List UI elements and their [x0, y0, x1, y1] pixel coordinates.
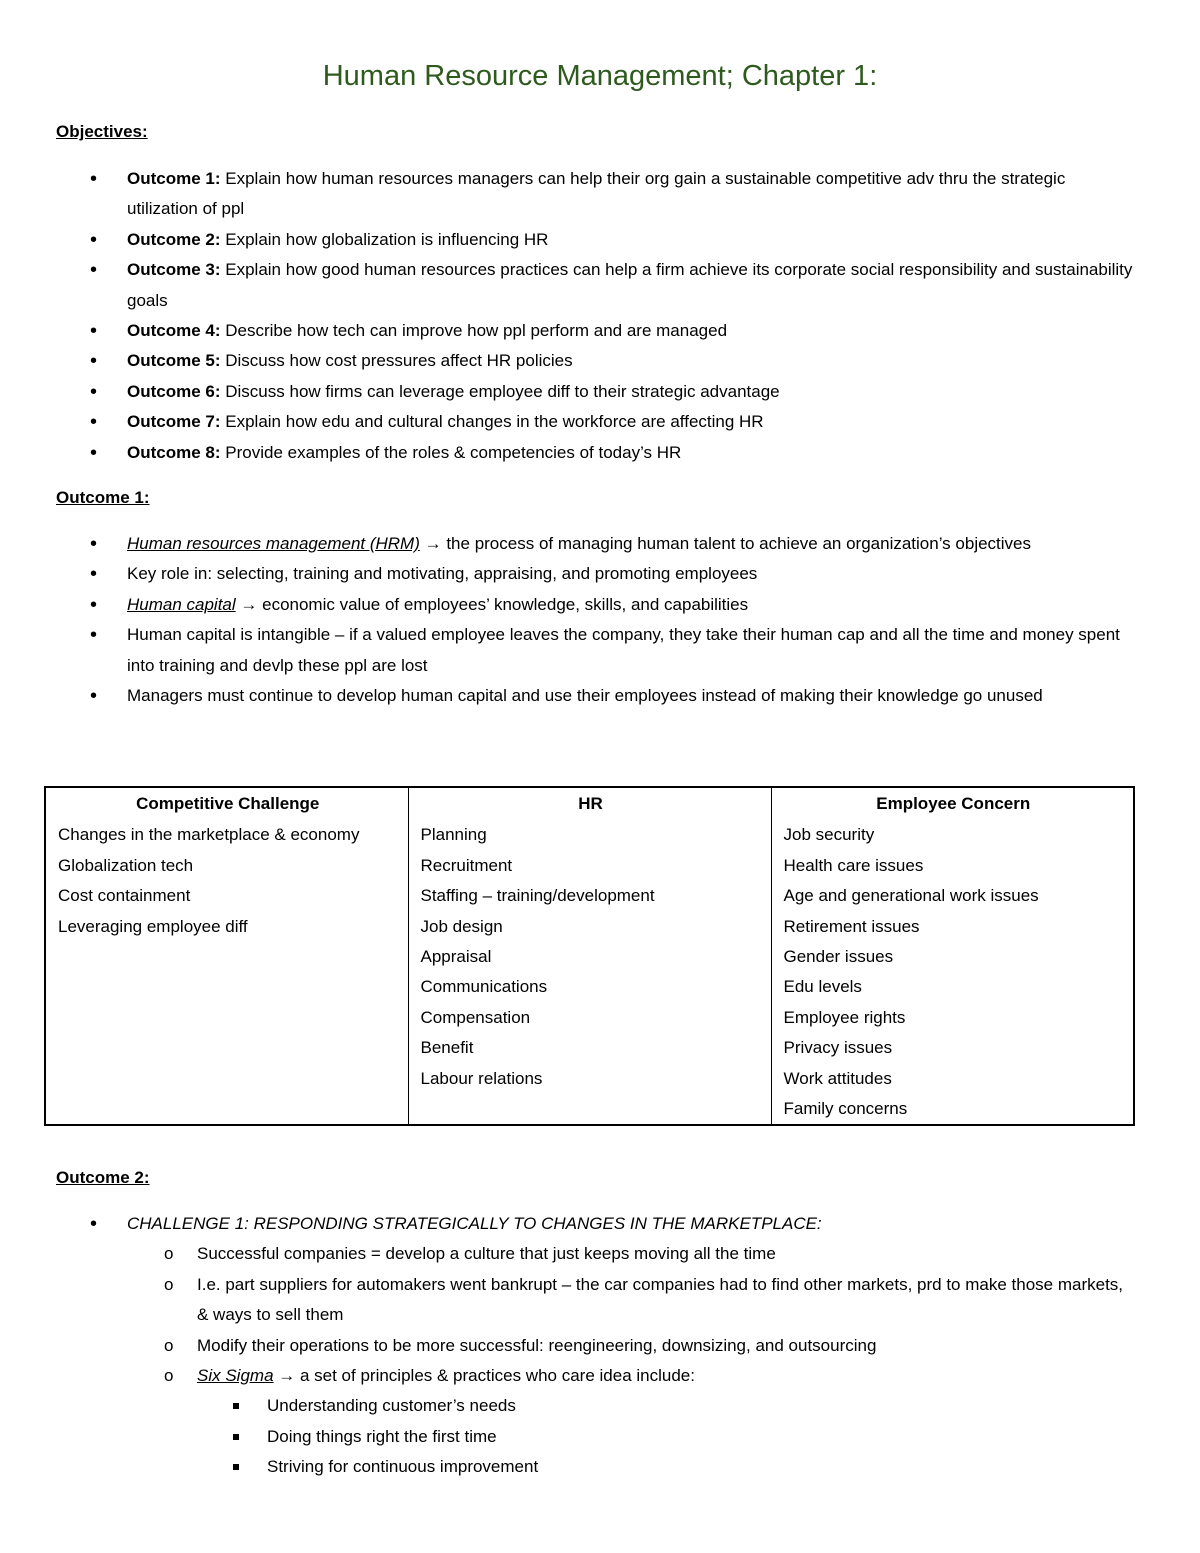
list-item: • Managers must continue to develop human capital and use their employees instead of making their knowledge go unused: [127, 681, 1137, 711]
cell-item: Planning: [420, 825, 487, 845]
cell-item: Employee rights: [783, 1007, 906, 1027]
outcome1-heading: Outcome 1:: [56, 488, 150, 507]
cell-item: Globalization tech: [58, 855, 194, 875]
cell-item: Labour relations: [420, 1068, 543, 1088]
cell-item: Age and generational work issues: [783, 886, 1039, 906]
list-item: • Human resources management (HRM) → the process of managing human talent to achieve an organization’s objectives: [127, 529, 1137, 559]
cell-item: Staffing – training/development: [420, 886, 655, 906]
sublist-item: o Six Sigma → a set of principles & practices who care idea include: Understanding customer’s needs Doing things right the first time Striving for continuous improvement: [197, 1361, 1137, 1483]
sublist-item: Striving for continuous improvement: [267, 1452, 1137, 1482]
list-item: • Outcome 6: Discuss how firms can leverage employee diff to their strategic advantage: [127, 377, 1137, 407]
cell-item: Appraisal: [420, 947, 492, 967]
list-item: • Human capital is intangible – if a valued employee leaves the company, they take their human cap and all the time and money spent into training and devlp these ppl are lost: [127, 620, 1137, 681]
sublist-item: Doing things right the first time: [267, 1422, 1137, 1452]
list-item: • Human capital → economic value of employees’ knowledge, skills, and capabilities: [127, 590, 1137, 620]
table-header-row: [45, 787, 1134, 819]
list-item: • Outcome 1: Explain how human resources managers can help their org gain a sustainable competitive adv thru the strategic utilization of ppl: [127, 164, 1137, 225]
objectives-heading: Objectives:: [56, 122, 148, 141]
list-item: • CHALLENGE 1: RESPONDING STRATEGICALLY TO CHANGES IN THE MARKETPLACE: o Successful companies = develop a culture that just keeps moving all the time o I.e. part suppliers for automakers went bankrupt – the car companies had to find other markets, prd to make those markets, & ways to sell them o Modify their operations to be more successful: reengineering, downsizing, and outsourcing o Six Sigma → a set of principles & practices who care idea include: Understanding customer’s needs Doing things right the first time Striving for continuous improvement: [127, 1209, 1137, 1483]
table-header: HR: [408, 787, 771, 819]
list-item: • Outcome 4: Describe how tech can improve how ppl perform and are managed: [127, 316, 1137, 346]
cell-item: Communications: [420, 977, 548, 997]
cell-item: Retirement issues: [783, 916, 920, 936]
cell-item: Recruitment: [420, 855, 513, 875]
cell-item: Changes in the marketplace & economy: [58, 825, 360, 845]
challenge-sublist: [127, 1239, 1137, 1482]
cell-item: Cost containment: [58, 886, 191, 906]
outcome2-heading: Outcome 2:: [56, 1168, 150, 1187]
sublist-item: o Modify their operations to be more successful: reengineering, downsizing, and outsourcing: [197, 1331, 1137, 1361]
cell-item: Job design: [420, 916, 503, 936]
cell-item: Privacy issues: [783, 1038, 893, 1058]
table-cell: [408, 819, 771, 1125]
table-cell: [45, 819, 408, 1125]
cell-item: Compensation: [420, 1007, 531, 1027]
page-title: Human Resource Management; Chapter 1:: [322, 60, 878, 92]
table-cell: [771, 819, 1134, 1125]
cell-item: Job security: [783, 825, 875, 845]
outcome2-list: [127, 1209, 1137, 1483]
list-item: • Outcome 3: Explain how good human resources practices can help a firm achieve its corporate social responsibility and sustainability goals: [127, 255, 1137, 316]
outcome1-list: [127, 529, 1137, 711]
objectives-list: [127, 164, 1137, 468]
list-item: • Key role in: selecting, training and motivating, appraising, and promoting employees: [127, 559, 1137, 589]
list-item: • Outcome 8: Provide examples of the roles & competencies of today’s HR: [127, 438, 1137, 468]
cell-item: Edu levels: [783, 977, 862, 997]
table-row: [45, 819, 1134, 1125]
cell-item: Leveraging employee diff: [58, 916, 248, 936]
list-item: • Outcome 5: Discuss how cost pressures affect HR policies: [127, 346, 1137, 376]
sublist-item: o Successful companies = develop a culture that just keeps moving all the time: [197, 1239, 1137, 1269]
table-header: Competitive Challenge: [45, 787, 408, 819]
cell-item: Gender issues: [783, 947, 894, 967]
cell-item: Benefit: [420, 1038, 474, 1058]
hr-table: [44, 786, 1135, 1126]
six-sigma-sublist: [197, 1391, 1137, 1482]
list-item: • Outcome 2: Explain how globalization is influencing HR: [127, 225, 1137, 255]
sublist-item: o I.e. part suppliers for automakers went bankrupt – the car companies had to find other markets, prd to make those markets, & ways to sell them: [197, 1270, 1137, 1331]
sublist-item: Understanding customer’s needs: [267, 1391, 1137, 1421]
cell-item: Family concerns: [783, 1099, 908, 1119]
list-item: • Outcome 7: Explain how edu and cultural changes in the workforce are affecting HR: [127, 407, 1137, 437]
table-header: Employee Concern: [771, 787, 1134, 819]
cell-item: Work attitudes: [783, 1068, 892, 1088]
cell-item: Health care issues: [783, 855, 924, 875]
